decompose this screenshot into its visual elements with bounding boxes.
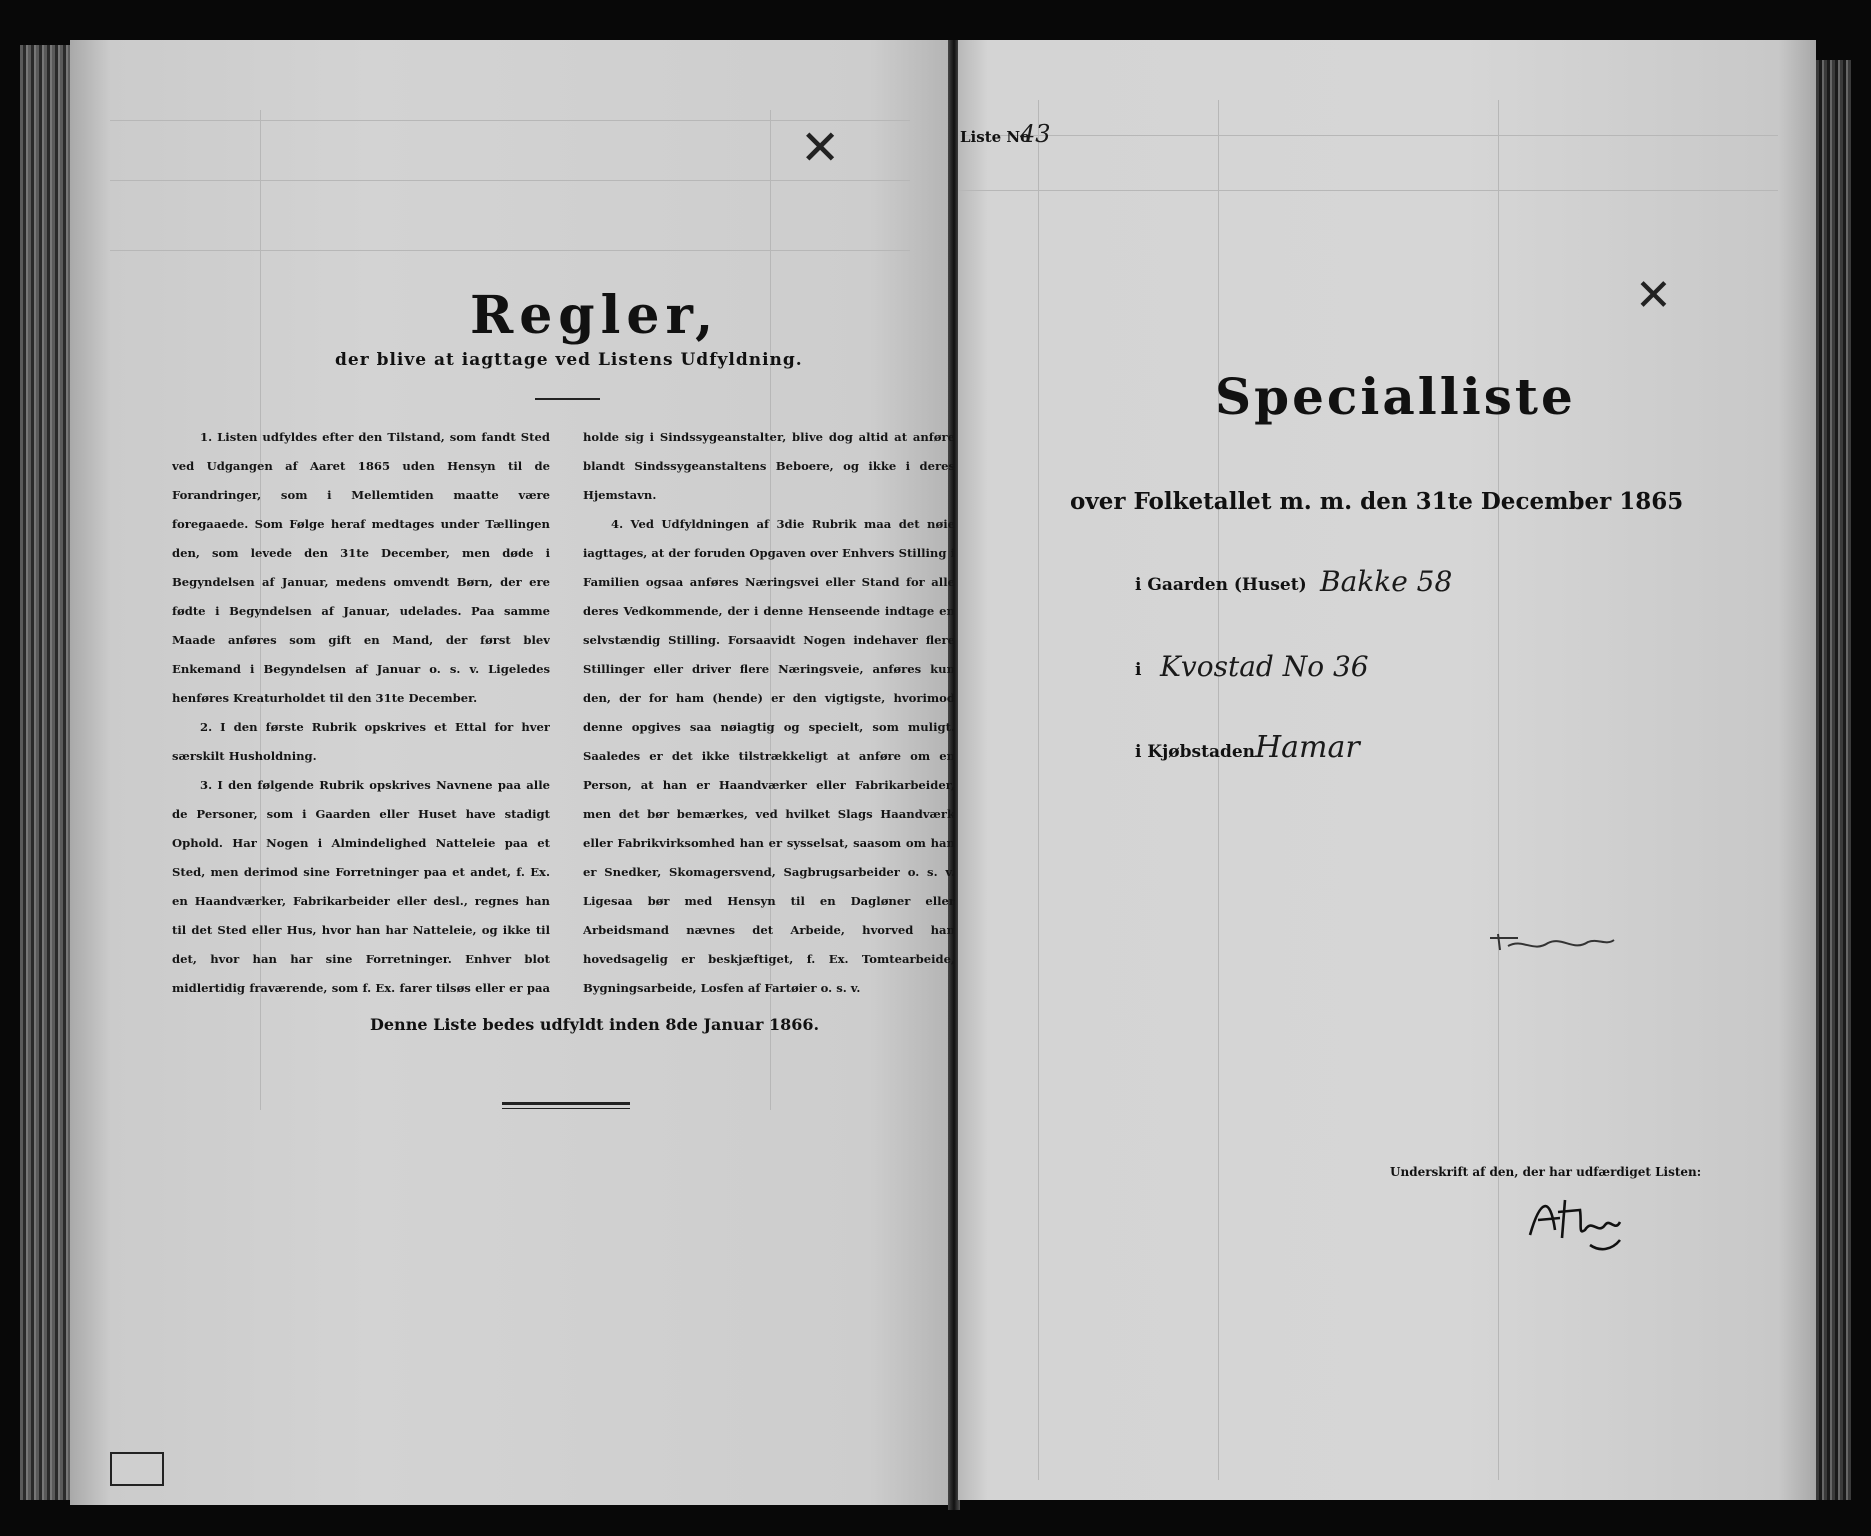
faint-ruling [110,120,910,121]
closing-note: Denne Liste bedes udfyldt inden 8de Januar 1866. [370,1015,820,1034]
street-label: i [1135,660,1142,680]
rule-paragraph: 3. I den følgende Rubrik opskrives Navnene paa alle de Personer, som i Gaarden eller Huset have stadigt Ophold. Har Nogen i Almindelighed Natteleie paa et Sted, men derimod sine Forretninger paa et andet, f. Ex. en Haandværker, Fabrikarbeider eller desl., regnes han til det Sted eller Hus, hvor han har Natteleie, og ikke til det, hvor han har sine Forretninger. Enhver blot midlertidig fraværende, som f. Ex. farer tilsøs eller er paa [172,778,550,995]
left-page-edges [20,45,75,1500]
faint-ruling [1498,100,1499,1480]
town-label: i Kjøbstaden [1135,742,1256,762]
list-number-label: Liste No [960,128,1031,146]
pencil-cross-mark: ✕ [800,120,841,176]
rule-paragraph [583,1003,955,1008]
faint-ruling [1218,100,1219,1480]
specialliste-title: Specialliste [1215,367,1576,426]
rule-paragraph: holde sig i Sindssygeanstalter, blive dog altid at anføre blandt Sindssygeanstaltens Beboere, og ikke i deres Hjemstavn. [583,430,955,502]
street-value-handwritten: Kvostad No 36 [1160,650,1369,683]
census-heading: over Folketallet m. m. den 31te December 1865 [1070,488,1684,515]
divider-double [502,1102,630,1105]
divider-double [502,1108,630,1109]
rules-subtitle: der blive at iagttage ved Listens Udfyldning. [335,350,803,370]
faint-ruling [110,250,910,251]
pencil-cross-mark: ✕ [1635,270,1672,321]
gaard-value-handwritten: Bakke 58 [1320,565,1453,598]
faint-ruling [958,190,1778,191]
list-number-handwritten: 43 [1020,120,1051,148]
rules-title: Regler, [470,285,720,346]
faint-ruling [1038,100,1039,1480]
rules-column-1 [172,423,550,1008]
archive-tab [110,1452,164,1486]
right-page-edges [1816,60,1851,1500]
gaard-label: i Gaarden (Huset) [1135,575,1307,595]
rule-paragraph: 1. Listen udfyldes efter den Tilstand, som fandt Sted ved Udgangen af Aaret 1865 uden Hensyn til de Forandringer, som i Mellemtiden maatte være foregaaede. Som Følge heraf medtages under Tællingen den, som levede den 31te December, men døde i Begyndelsen af Januar, medens omvendt Børn, der ere fødte i Begyndelsen af Januar, udelades. Paa samme Maade anføres som gift en Mand, der først blev Enkemand i Begyndelsen af Januar o. s. v. Ligeledes henføres Kreaturholdet til den 31te December. [172,430,550,705]
rules-column-2 [583,423,955,1008]
right-page [958,40,1816,1500]
town-value-handwritten: Hamar [1255,730,1360,765]
rule-paragraph: 4. Ved Udfyldningen af 3die Rubrik maa det nøie iagttages, at der foruden Opgaven over Enhvers Stilling i Familien ogsaa anføres Næringsvei eller Stand for alle deres Vedkommende, der i denne Henseende indtage en selvstændig Stilling. Forsaavidt Nogen indehaver flere Stillinger eller driver flere Næringsveie, anføres kun den, der for ham (hende) er den vigtigste, hvorimod denne opgives saa nøiagtig og specielt, som muligt. Saaledes er det ikke tilstrækkeligt at anføre om en Person, at han er Haandværker eller Fabrikarbeider, men det bør bemærkes, ved hvilket Slags Haandværk eller Fabrikvirksomhed han er sysselsat, saasom om han er Snedker, Skomagersvend, Sagbrugsarbeider o. s. v. Ligesaa bør med Hensyn til en Dagløner eller Arbeidsmand nævnes det Arbeide, hvorved han hovedsagelig er beskjæftiget, f. Ex. Tomtearbeide, Bygningsarbeide, Losfen af Fartøier o. s. v. [583,517,955,995]
rule-paragraph: 2. I den første Rubrik opskrives et Ettal for hver særskilt Husholdning. [172,720,550,763]
faint-ruling [958,135,1778,136]
faint-ruling [110,180,910,181]
pencil-scribble [1488,928,1618,958]
handwritten-signature [1520,1190,1630,1260]
divider [535,398,600,400]
signature-label: Underskrift af den, der har udfærdiget Listen: [1390,1165,1702,1179]
